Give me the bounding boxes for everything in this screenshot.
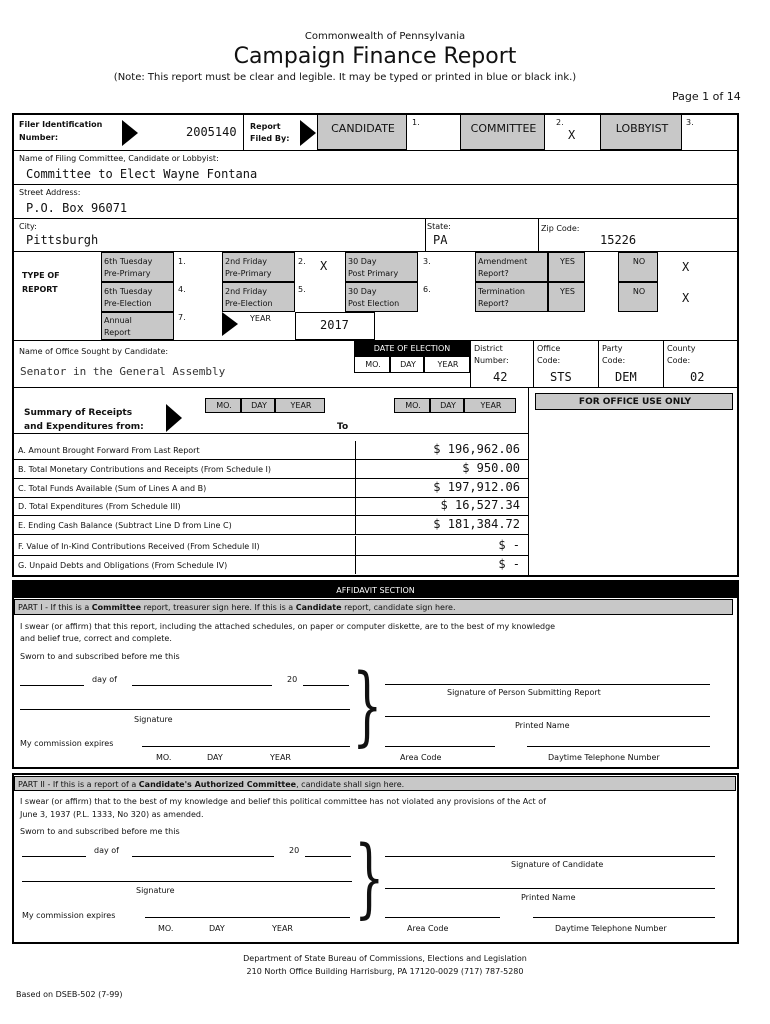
type-30-day-post-primary[interactable] [345, 252, 418, 282]
summary-row-value[interactable]: $ 181,384.72 [433, 516, 520, 531]
divider [533, 341, 534, 387]
option-number: 1. [412, 118, 420, 127]
divider [243, 115, 244, 150]
office-use-label: FOR OFFICE USE ONLY [578, 397, 692, 407]
day-line[interactable] [20, 685, 84, 686]
type-2-checkmark[interactable]: X [320, 259, 328, 273]
divider [528, 388, 529, 576]
divider [355, 536, 356, 555]
phone-label: Daytime Telephone Number [548, 753, 660, 762]
amendment-label: Report? [478, 269, 509, 278]
year-label: YEAR [480, 401, 502, 410]
amendment-checkmark[interactable]: X [682, 260, 690, 274]
report-type-label-2: REPORT [22, 285, 58, 294]
summary-title: Summary of Receipts [24, 408, 133, 418]
page-title: Campaign Finance Report [233, 44, 517, 69]
year-label: YEAR [290, 401, 312, 410]
day-label: DAY [209, 924, 225, 933]
zip-value[interactable]: 15226 [600, 233, 637, 247]
summary-row-label: B. Total Monetary Contributions and Receipts (From Schedule I) [18, 464, 272, 474]
commission-line[interactable] [142, 746, 350, 747]
termination-checkmark[interactable]: X [682, 291, 690, 305]
form-reference: Based on DSEB-502 (7-99) [16, 990, 123, 999]
street-label: Street Address: [19, 188, 81, 197]
from-month-field[interactable] [205, 398, 241, 413]
candidate-label: CANDIDATE [331, 122, 395, 135]
commission-line[interactable] [145, 917, 350, 918]
district-label-2: Number: [474, 356, 509, 365]
termination-label: Termination [478, 287, 525, 296]
part1-oath-2: and belief true, correct and complete. [20, 634, 172, 643]
type-label: Pre-Primary [104, 269, 151, 278]
summary-row [13, 555, 528, 574]
filer-id-label-2: Number: [19, 133, 59, 142]
affidavit-header [14, 582, 737, 598]
year-value: 2017 [320, 318, 349, 332]
type-label: 30 Day [348, 287, 377, 296]
to-label: To [337, 422, 349, 432]
part2-text: , candidate shall sign here. [296, 780, 405, 789]
phone-line[interactable] [527, 746, 710, 747]
divider [13, 534, 528, 535]
filed-by-label-2: Filed By: [250, 134, 290, 143]
party-code-label: Party [602, 344, 623, 353]
type-label: Pre-Election [104, 299, 152, 308]
summary-row-value[interactable]: $ 196,962.06 [433, 442, 520, 456]
summary-row-value[interactable]: $ - [498, 537, 520, 552]
year-prefix: 20 [287, 675, 298, 684]
type-number: 4. [178, 285, 186, 294]
type-2nd-friday-pre-primary[interactable] [222, 252, 295, 282]
notary-signature-line[interactable] [22, 881, 352, 882]
printed-name-label: Printed Name [515, 721, 570, 730]
part2-oath-2: June 3, 1937 (P.L. 1333, No 320) as amended. [20, 810, 204, 819]
mo-label: MO. [405, 401, 421, 410]
arrow-icon [166, 404, 182, 432]
office-code-value[interactable]: STS [550, 370, 572, 384]
arrow-icon [122, 120, 138, 146]
year-line[interactable] [305, 856, 351, 857]
from-year-field[interactable] [275, 398, 325, 413]
divider [425, 219, 426, 251]
filing-name-label: Name of Filing Committee, Candidate or Lobbyist: [19, 154, 219, 163]
lobbyist-label: LOBBYIST [615, 122, 669, 135]
to-year-field[interactable] [464, 398, 516, 413]
summary-row [13, 459, 528, 478]
summary-row-label: E. Ending Cash Balance (Subtract Line D from Line C) [18, 520, 232, 530]
brace-icon: } [352, 656, 383, 756]
mo-label: MO. [365, 360, 381, 369]
summary-row [13, 478, 528, 497]
mo-label: MO. [158, 924, 174, 933]
summary-title-2: and Expenditures from: [24, 422, 144, 432]
area-code-line[interactable] [385, 917, 500, 918]
type-label: Pre-Primary [225, 269, 272, 278]
amendment-no[interactable] [618, 252, 658, 282]
day-of-label: day of [92, 675, 117, 684]
phone-label: Daytime Telephone Number [555, 924, 667, 933]
year-field[interactable] [295, 312, 375, 340]
notary-signature-line[interactable] [20, 709, 350, 710]
no-label: NO [632, 287, 646, 296]
report-type-label: TYPE OF [22, 271, 60, 280]
termination-no[interactable] [618, 282, 658, 312]
amendment-label: Amendment [478, 257, 528, 266]
type-label: Post Primary [348, 269, 399, 278]
day-line[interactable] [22, 856, 86, 857]
summary-row [13, 441, 528, 459]
divider [470, 341, 471, 387]
divider [355, 478, 356, 497]
printed-name-line[interactable] [385, 888, 715, 889]
summary-row-value[interactable]: $ 950.00 [462, 460, 520, 475]
type-label: Post Election [348, 299, 400, 308]
filing-name-value[interactable]: Committee to Elect Wayne Fontana [26, 167, 258, 181]
printed-name-label: Printed Name [521, 893, 576, 902]
summary-row [13, 497, 528, 515]
state-heading: Commonwealth of Pennsylvania [304, 31, 466, 42]
type-6th-tuesday-pre-primary[interactable] [101, 252, 174, 282]
type-2nd-friday-pre-election[interactable] [222, 282, 295, 312]
part1-committee: Committee [91, 603, 142, 612]
amendment-yes[interactable] [548, 252, 585, 282]
election-month-field[interactable] [354, 356, 390, 373]
no-label: NO [632, 257, 646, 266]
summary-row [13, 515, 528, 534]
signature-label: Signature [134, 715, 173, 724]
type-label: 2nd Friday [225, 257, 268, 266]
part1-instruction [18, 603, 456, 613]
part1-text: PART I - If this is a [18, 603, 92, 612]
option-number: 2. [556, 118, 564, 127]
area-code-label: Area Code [407, 924, 449, 933]
day-label: DAY [207, 753, 223, 762]
type-number: 6. [423, 285, 431, 294]
termination-yes[interactable] [548, 282, 585, 312]
arrow-icon [300, 120, 316, 146]
from-day-field[interactable] [241, 398, 275, 413]
year-prefix: 20 [289, 846, 300, 855]
divider [13, 218, 738, 219]
divider [355, 555, 356, 574]
county-code-label-2: Code: [667, 356, 691, 365]
yes-label: YES [559, 287, 576, 296]
footer-address: 210 North Office Building Harrisburg, PA 17120-0029 (717) 787-5280 [246, 967, 524, 976]
area-code-line[interactable] [385, 746, 495, 747]
termination-label-box [475, 282, 548, 312]
area-code-label: Area Code [400, 753, 442, 762]
summary-row-label: F. Value of In-Kind Contributions Received (From Schedule II) [18, 541, 260, 551]
district-value[interactable]: 42 [493, 370, 508, 384]
day-label: DAY [400, 360, 416, 369]
filed-by-label: Report [250, 122, 281, 131]
legibility-note: (Note: This report must be clear and legible. It may be typed or printed in blue or black ink.) [113, 72, 577, 83]
party-code-value[interactable]: DEM [615, 370, 637, 384]
day-label: DAY [440, 401, 456, 410]
type-number: 7. [178, 313, 186, 322]
mo-label: MO. [156, 753, 172, 762]
part2-header [14, 776, 736, 791]
type-number: 3. [423, 257, 431, 266]
type-label: Annual [104, 316, 132, 325]
committee-option[interactable] [460, 114, 545, 150]
option-number: 3. [686, 118, 694, 127]
type-6th-tuesday-pre-election[interactable] [101, 282, 174, 312]
county-code-label: County [667, 344, 696, 353]
month-line[interactable] [132, 685, 272, 686]
signature-label: Signature [136, 886, 175, 895]
yes-label: YES [559, 257, 576, 266]
person-signature-line[interactable] [385, 684, 710, 685]
year-line[interactable] [303, 685, 349, 686]
page-number: Page 1 of 14 [672, 90, 741, 103]
state-value[interactable]: PA [433, 233, 448, 247]
footer-department: Department of State Bureau of Commissions, Elections and Legislation [243, 954, 527, 963]
candidate-signature-line[interactable] [385, 856, 715, 857]
district-label: District [474, 344, 503, 353]
divider [538, 219, 539, 251]
divider [355, 459, 356, 478]
part2-oath: I swear (or affirm) that to the best of my knowledge and belief this political committee has not violated any provisions of the Act of [20, 797, 546, 806]
part1-candidate: Candidate [295, 603, 342, 612]
office-sought-label: Name of Office Sought by Candidate: [19, 347, 169, 356]
summary-row-value[interactable]: $ 16,527.34 [440, 498, 520, 512]
committee-checkmark[interactable]: X [568, 128, 576, 142]
commission-label: My commission expires [22, 911, 116, 920]
party-code-label-2: Code: [602, 356, 626, 365]
committee-label: COMMITTEE [470, 122, 537, 135]
part1-text: report, candidate sign here. [341, 603, 456, 612]
brace-icon: } [354, 828, 385, 928]
lobbyist-option[interactable] [600, 114, 682, 150]
divider [13, 387, 738, 388]
type-label: 6th Tuesday [104, 287, 153, 296]
type-label: 30 Day [348, 257, 377, 266]
city-label: City: [19, 222, 37, 231]
affidavit-title: AFFIDAVIT SECTION [336, 586, 415, 595]
type-annual-report[interactable] [101, 312, 174, 340]
type-label: 2nd Friday [225, 287, 268, 296]
type-label: Pre-Election [225, 299, 273, 308]
part2-committee: Candidate's Authorized Committee [138, 780, 297, 789]
signature-candidate-label: Signature of Candidate [511, 860, 604, 869]
summary-row-label: A. Amount Brought Forward From Last Report [18, 446, 200, 455]
summary-row [13, 536, 528, 555]
summary-row-label: G. Unpaid Debts and Obligations (From Schedule IV) [18, 560, 228, 570]
month-line[interactable] [132, 856, 274, 857]
to-month-field[interactable] [394, 398, 430, 413]
summary-row-label: D. Total Expenditures (From Schedule III) [18, 502, 181, 511]
election-year-field[interactable] [424, 356, 470, 373]
filer-id-value[interactable]: 2005140 [186, 125, 237, 139]
sworn-label: Sworn to and subscribed before me this [20, 827, 180, 836]
sworn-label: Sworn to and subscribed before me this [20, 652, 180, 661]
office-code-label: Office [537, 344, 561, 353]
divider [13, 433, 528, 434]
county-code-value[interactable]: 02 [690, 370, 705, 384]
office-use-header [535, 393, 733, 410]
year-label: YEAR [250, 314, 271, 323]
election-date-header [354, 341, 470, 356]
summary-row-value[interactable]: $ - [498, 556, 520, 571]
phone-line[interactable] [533, 917, 715, 918]
summary-row-label: C. Total Funds Available (Sum of Lines A and B) [18, 483, 207, 493]
divider [663, 341, 664, 387]
city-value[interactable]: Pittsburgh [26, 233, 99, 247]
year-label: YEAR [270, 753, 291, 762]
year-label: YEAR [437, 360, 459, 369]
divider [13, 184, 738, 185]
divider [355, 497, 356, 515]
type-label: Report [104, 328, 131, 337]
type-number: 5. [298, 285, 306, 294]
signature-person-label: Signature of Person Submitting Report [447, 688, 601, 697]
office-code-label-2: Code: [537, 356, 561, 365]
amendment-label-box [475, 252, 548, 282]
divider [355, 515, 356, 534]
office-sought-value[interactable]: Senator in the General Assembly [20, 365, 226, 378]
printed-name-line[interactable] [385, 716, 710, 717]
part1-header [14, 599, 733, 615]
to-day-field[interactable] [430, 398, 464, 413]
mo-label: MO. [216, 401, 232, 410]
termination-label: Report? [478, 299, 509, 308]
divider [13, 150, 738, 151]
day-of-label: day of [94, 846, 119, 855]
divider [355, 441, 356, 459]
type-30-day-post-election[interactable] [345, 282, 418, 312]
candidate-option[interactable] [317, 114, 407, 150]
type-label: 6th Tuesday [104, 257, 153, 266]
election-day-field[interactable] [390, 356, 424, 373]
part2-instruction [18, 780, 404, 790]
type-number: 2. [298, 257, 306, 266]
part1-text: report, treasurer sign here. If this is a [141, 603, 296, 612]
commission-label: My commission expires [20, 739, 114, 748]
summary-row-value[interactable]: $ 197,912.06 [433, 479, 520, 494]
zip-label: Zip Code: [541, 224, 580, 233]
arrow-icon [222, 312, 238, 336]
filer-id-label: Filer Identification [19, 120, 103, 129]
election-date-label: DATE OF ELECTION [373, 344, 451, 353]
type-number: 1. [178, 257, 186, 266]
state-label: State: [427, 222, 451, 231]
year-label: YEAR [272, 924, 293, 933]
part2-text: PART II - If this is a report of a [18, 780, 139, 789]
part1-oath: I swear (or affirm) that this report, including the attached schedules, on paper or computer diskette, are to the best of my knowledge [20, 622, 556, 631]
divider [598, 341, 599, 387]
street-value[interactable]: P.O. Box 96071 [26, 201, 128, 215]
day-label: DAY [251, 401, 267, 410]
